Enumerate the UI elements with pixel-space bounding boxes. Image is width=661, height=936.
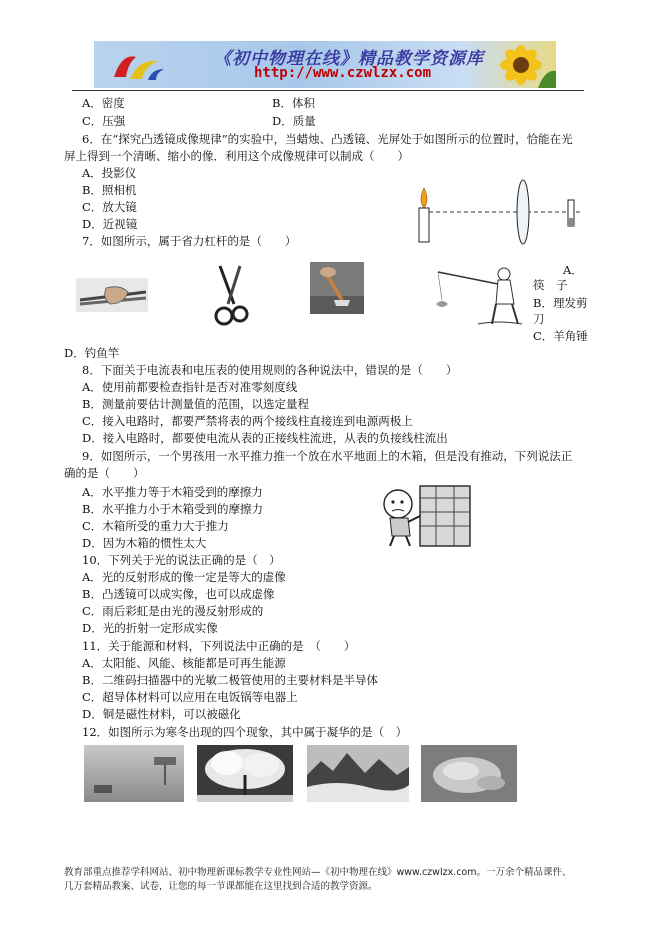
footer-line2: 几万套精品教案、试卷，让您的每一节课都能在这里找到合适的教学资源。	[64, 881, 378, 892]
q9-stem-line2: 确的是（ ）	[64, 466, 145, 480]
q8-option-a: A．使用前都要检查指针是否对准零刻度线	[82, 380, 298, 394]
q11-option-b: B．二维码扫描器中的光敏二极管使用的主要材料是半导体	[82, 673, 378, 687]
q5-option-d: D．质量	[272, 114, 316, 128]
q10-option-b: B．凸透镜可以成实像，也可以成虚像	[82, 587, 275, 601]
q6-stem-line1: 6．在“探究凸透镜成像规律”的实验中，当蜡烛、凸透镜、光屏处于如图所示的位置时，恰能在光	[82, 132, 573, 146]
header-rule	[72, 90, 584, 91]
ice-surface-picture	[421, 745, 517, 802]
boy-pushing-box-picture	[380, 482, 472, 548]
banner-url: http://www.czwlzx.com	[254, 65, 432, 81]
q11-option-c: C．超导体材料可以应用在电饭锅等电器上	[82, 690, 298, 704]
q5-option-a: A．密度	[82, 96, 125, 110]
q7-option-a-text: 筷 子	[533, 278, 568, 292]
q8-stem: 8．下面关于电流表和电压表的使用规则的各种说法中，错误的是（ ）	[82, 363, 458, 377]
q6-option-a: A．投影仪	[82, 166, 137, 180]
candle-flame-icon	[421, 188, 427, 208]
scissors-picture	[210, 264, 252, 328]
q9-option-c: C．木箱所受的重力大于推力	[82, 519, 229, 533]
q11-option-d: D．铜是磁性材料，可以被磁化	[82, 707, 241, 721]
mist-mountains-picture	[307, 745, 409, 802]
q7-option-a-letter: A．	[563, 263, 583, 277]
q8-option-d: D．接入电路时，都要使电流从表的正接线柱流进，从表的负接线柱流出	[82, 431, 448, 445]
q6-option-d: D．近视镜	[82, 217, 138, 231]
q7-stem: 7．如图所示，属于省力杠杆的是（ ）	[82, 234, 297, 248]
q5-option-b: B．体积	[272, 96, 315, 110]
footer-line1: 教育部重点推荐学科网站、初中物理新课标教学专业性网站—《初中物理在线》www.czwlzx.com。一万余个精品课件、	[64, 867, 572, 878]
sunflower-icon	[486, 41, 556, 88]
q9-stem-line1: 9．如图所示，一个男孩用一水平推力推一个放在水平地面上的木箱，但是没有推动，下列说法正	[82, 449, 573, 463]
header-banner	[94, 41, 556, 88]
q8-option-b: B．测量前要估计测量值的范围，以选定量程	[82, 397, 309, 411]
chopsticks-picture	[76, 278, 148, 312]
q12-stem: 12．如图所示为寒冬出现的四个现象，其中属于凝华的是（ ）	[82, 725, 408, 739]
site-logo-icon	[108, 47, 166, 83]
q9-option-d: D．因为木箱的惯性太大	[82, 536, 207, 550]
q9-option-a: A．水平推力等于木箱受到的摩擦力	[82, 485, 263, 499]
q10-option-a: A．光的反射形成的像一定是等大的虚像	[82, 570, 286, 584]
q9-option-b: B．水平推力小于木箱受到的摩擦力	[82, 502, 263, 516]
q6-stem-line2: 屏上得到一个清晰、缩小的像．利用这个成像规律可以制成（ ）	[64, 149, 409, 163]
q8-option-c: C．接入电路时，都要严禁将表的两个接线柱直接连到电源两极上	[82, 414, 413, 428]
q6-option-c: C．放大镜	[82, 200, 137, 214]
q11-option-a: A．太阳能、风能、核能都是可再生能源	[82, 656, 286, 670]
q7-option-c: C．羊角锤	[533, 329, 588, 343]
banner-title: 《初中物理在线》精品教学资源库	[214, 49, 484, 69]
rime-frost-tree-picture	[197, 745, 293, 802]
q10-option-c: C．雨后彩虹是由光的漫反射形成的	[82, 604, 264, 618]
q7-option-d: D．钓鱼竿	[64, 346, 120, 360]
q10-stem: 10．下列关于光的说法正确的是（ ）	[82, 553, 281, 567]
q10-option-d: D．光的折射一定形成实像	[82, 621, 218, 635]
fog-picture	[84, 745, 184, 802]
q5-option-c: C．压强	[82, 114, 126, 128]
fishing-rod-picture	[428, 264, 532, 330]
q7-option-b-tail: 刀	[533, 312, 545, 326]
q11-stem: 11．关于能源和材料，下列说法中正确的是 （ ）	[82, 639, 356, 653]
claw-hammer-picture	[310, 262, 364, 314]
q6-option-b: B．照相机	[82, 183, 137, 197]
page-footer	[64, 866, 604, 894]
lens-experiment-figure	[410, 178, 590, 250]
q7-option-b: B．理发剪	[533, 296, 588, 310]
